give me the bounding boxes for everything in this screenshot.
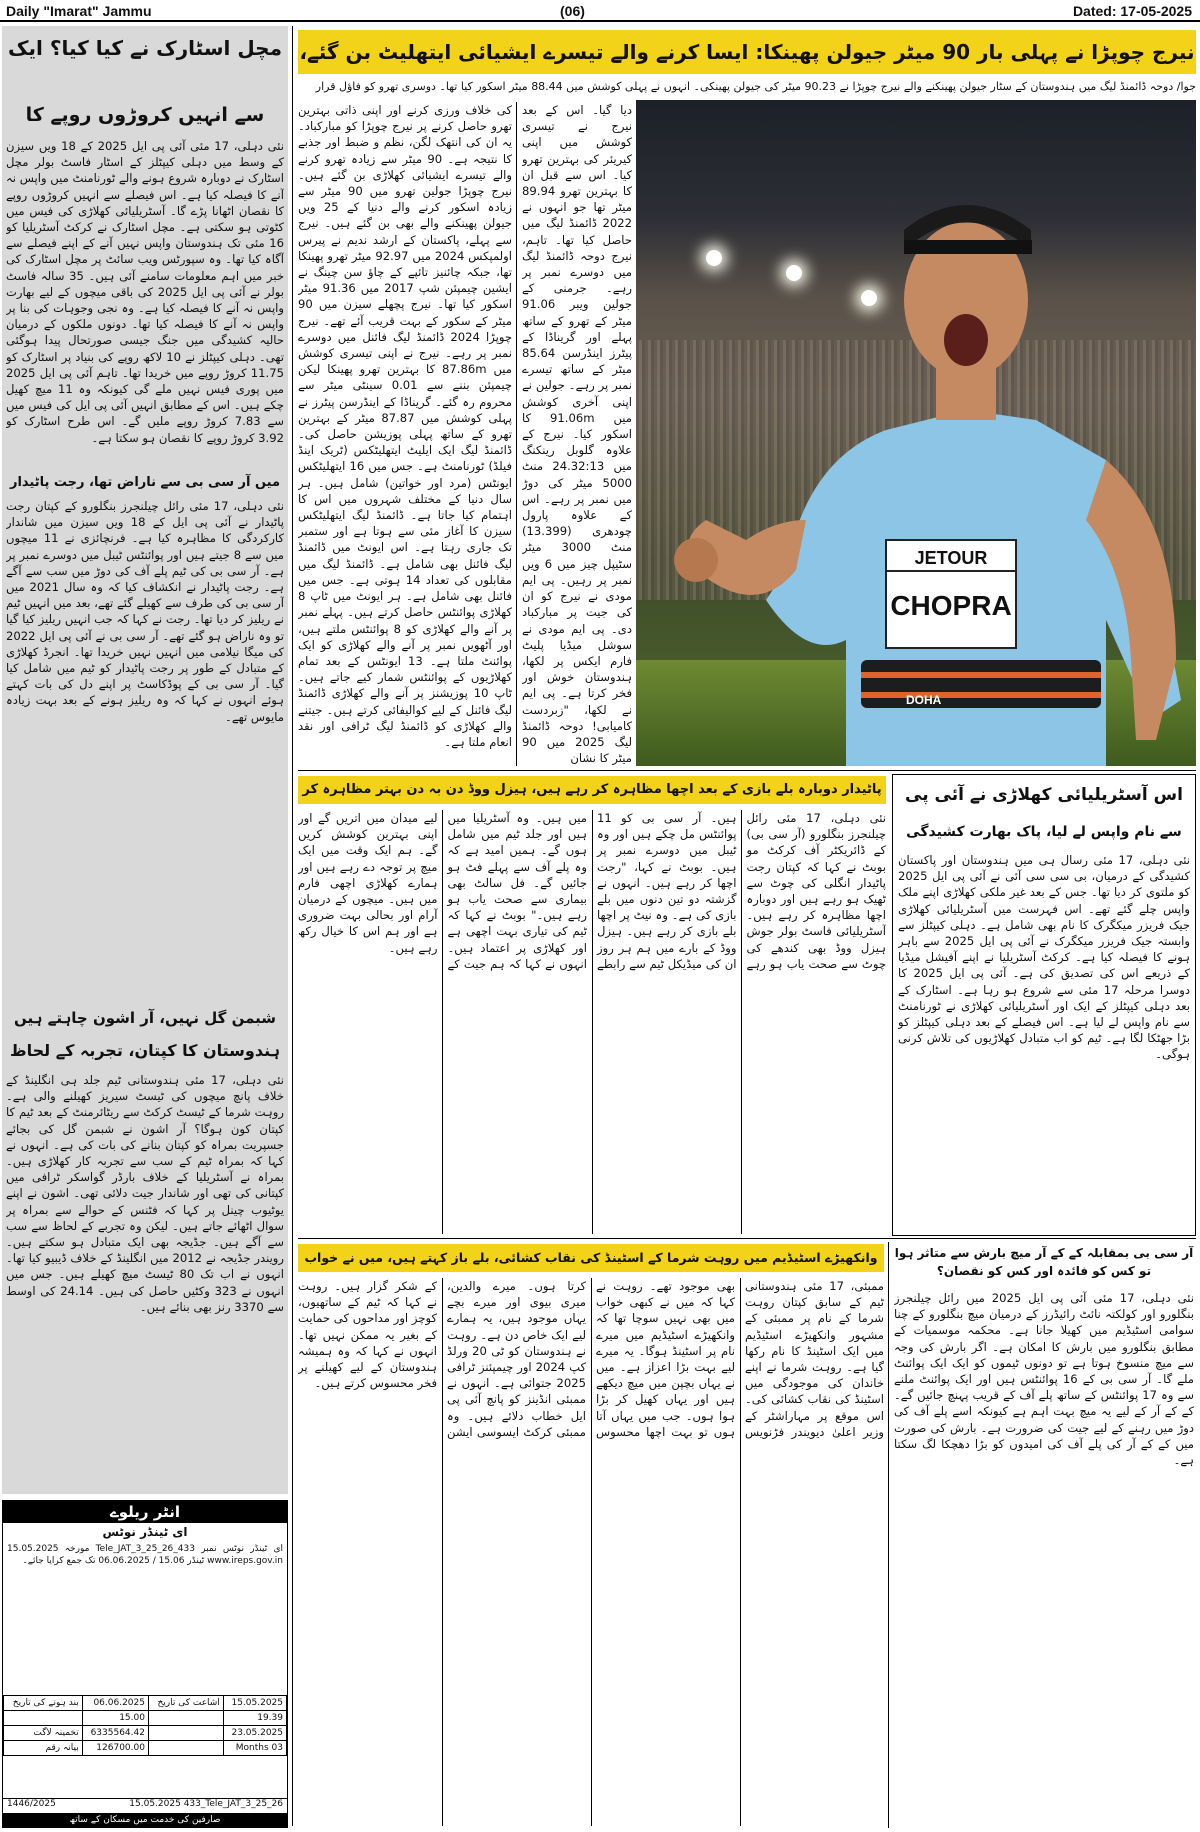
table-cell: 6335564.42 xyxy=(82,1726,148,1741)
table-row xyxy=(4,1696,287,1711)
bib-sponsor: JETOUR xyxy=(914,548,988,568)
tender-footer xyxy=(3,1798,287,1813)
bottom-story-headline: وانکھیڑے اسٹیڈیم میں روہت شرما کے اسٹینڈ کی نقاب کشائی، بلے باز کہتے ہیں، میں نے خواب xyxy=(298,1244,884,1272)
tender-title: انٹر ریلوے xyxy=(3,1501,287,1523)
table-cell: 126700.00 xyxy=(82,1741,148,1756)
right-sub-headline: آر سی بی بمقابلہ کے کے آر میچ بارش سے متاثر ہوا تو کس کو فائدہ اور کس کو نقصان؟ xyxy=(894,1246,1194,1278)
mid-story-headline: پاٹیدار دوبارہ بلے بازی کے بعد اچھا مظاہرہ کر رہے ہیں، ہیزل ووڈ دن بہ دن بہتر مظاہرہ کر xyxy=(298,776,886,804)
table-cell: 06.06.2025 xyxy=(82,1696,148,1711)
left-mid-headline-2: ہندوستان کا کپتان، تجربہ کے لحاظ xyxy=(9,1041,280,1060)
left-mid-headline-1: شبمن گل نہیں، آر اشون چاہتے ہیں xyxy=(13,1009,277,1027)
tender-footer-number: 1446/2025 xyxy=(7,1799,56,1809)
page-divider xyxy=(292,26,293,1826)
table-cell xyxy=(4,1711,83,1726)
page-number: (06) xyxy=(560,3,585,19)
section-rule xyxy=(298,1238,1196,1239)
left-top-body-2: نئی دہلی، 17 مئی رائل چیلنجرز بنگلورو کے کپتان رجت پاٹیدار نے آئی پی ایل کے 18 ویں سیزن میں شاندار کارکردگی کا مظاہرہ کیا ہے۔ فرنچائزی نے 11 میچوں میں سے 8 جیتے ہیں اور پوائنٹس ٹیبل میں دوسرے نمبر پر ہے۔ آر سی بی کی ٹیم پلے آف کی دوڑ میں سب سے آگے ہے۔ رجت پاٹیدار نے انکشاف کیا کہ وہ سال 2021 میں آر سی بی کی طرف سے کھیلے گئے تھے، بعد میں انہیں ٹیم نے ریلیز کر دیا تھا۔ رجت نے کہا کہ جب انہیں ریلیز کیا گیا تو وہ ناراض ہو گئے تھے۔ آر سی بی نے آئی پی ایل 2022 کی میگا نیلامی میں انہیں نہیں خریدا تھا۔ انجرڈ کھلاڑی کے متبادل کے طور پر رجت پاٹیدار کو ٹیم میں شامل کیا گیا۔ آر سی بی کے پوڈکاسٹ پر اپنے دل کی بات کہتے ہوئے انہوں نے کہا کہ وہ ریلیز ہونے کے بعد بہت زیادہ مایوس تھے۔ xyxy=(6,499,284,724)
column-rule xyxy=(888,1242,889,1828)
lead-column-1: دیا گیا۔ اس کے بعد نیرج نے تیسری کوشش میں اپنی کیریئر کی بہترین تھرو کیا۔ اس سے قبل ان کا بہترین تھرو 89.94 میٹر تھا جو انہوں نے 2022 ڈائمنڈ لیگ میں حاصل کیا تھا۔ تاہم، نیرج دوحہ ڈائمنڈ لیگ میں دوسرے نمبر پر رہے۔ جرمنی کے جولین ویبر 91.06 میٹر کے تھرو کے ساتھ پہلے اور گریناڈا کے پیٹرز اینڈرسن 85.64 میٹر کے ساتھ تیسرے نمبر پر رہے۔ جولین نے اپنی آخری کوشش میں 91.06m کا اسکور کیا۔ نیرج کے علاوہ گلوبل رینکنگ میں 24.32:13 منٹ 5000 میٹر کی دوڑ میں نمبر پر رہے۔ اس کے علاوہ پارول چودھری (13.399) منٹ 3000 میٹر سٹیپل چیز میں 6 ویں نمبر پر رہیں۔ پی ایم مودی نے نیرج کو ان کی جیت پر مبارکباد دی۔ پی ایم مودی نے سوشل میڈیا پلیٹ فارم ایکس پر لکھا، ہندوستان خوش اور فخر کرتا ہے۔ پی ایم نے لکھا، "زبردست کامیابی! دوحہ ڈائمنڈ لیگ 2025 میں 90 میٹر کا نشان xyxy=(522,103,632,766)
table-cell: 15.00 xyxy=(82,1711,148,1726)
right-story-headline-1: اس آسٹریلیائی کھلاڑی نے آئی پی xyxy=(905,785,1183,805)
section-rule xyxy=(298,770,1196,771)
issue-date: Dated: 17-05-2025 xyxy=(1072,3,1192,19)
mid-story-body: نئی دہلی، 17 مئی رائل چیلنجرز بنگلورو (آر سی بی) کے ڈائریکٹر آف کرکٹ مو بوبٹ نے کہا کہ کپتان رجت پاٹیدار انگلی کی چوٹ سے ٹھیک ہو رہے ہیں اور دوبارہ اچھا مظاہرہ کر رہے ہیں۔ آسٹریلیائی فاسٹ بولر جوش ہیزل ووڈ بھی کندھے کی چوٹ سے صحت یاب ہو رہے ہیں۔ آر سی بی کو 11 پوائنٹس مل چکے ہیں اور وہ ٹیبل میں دوسرے نمبر پر ہیں۔ بوبٹ نے کہا، "رجت اچھا کر رہے ہیں۔ انہوں نے گزشتہ دو تین دنوں میں بلے بازی کی ہے۔ وہ نیٹ پر اچھا بلے بازی کر رہے ہیں۔ ہیزل ووڈ کے بارے میں ہم ہر روز ان کی میڈیکل ٹیم سے رابطے میں ہیں۔ وہ آسٹریلیا میں ہیں اور جلد ٹیم میں شامل ہوں گے۔ ہمیں امید ہے کہ وہ پلے آف سے پہلے فٹ ہو جائیں گے۔ فل سالٹ بھی بیماری سے صحت یاب ہو رہے ہیں۔" بوبٹ نے کہا کہ ٹیم کی تیاری بہت اچھی ہے اور کھلاڑی پر اعتماد ہیں۔ انہوں نے کہا کہ ہم جیت کے لیے میدان میں اتریں گے اور اپنی بہترین کوشش کریں گے۔ ہم ایک وقت میں ایک میچ پر توجہ دے رہے ہیں اور ہمارے کھلاڑی اچھی فارم میں ہیں۔ میچوں کے درمیان آرام اور بحالی بہت ضروری ہے اور ہم اس کا خیال رکھ رہے ہیں۔ xyxy=(298,811,886,971)
table-cell xyxy=(148,1711,223,1726)
table-cell: 03 Months xyxy=(223,1741,286,1756)
tender-subtitle: ای ٹینڈر نوٹس xyxy=(102,1525,188,1539)
tender-body: ای ٹینڈر نوٹس نمبر 433_Tele_JAT_3_25_26 مورخہ 15.05.2025 www.ireps.gov.in ٹینڈر 15.06 / 06.06.2025 تک جمع کرایا جائے۔ xyxy=(7,1544,283,1566)
table-cell: 19.39 xyxy=(223,1711,286,1726)
left-top-headline-1: مچل اسٹارک نے کیا کیا؟ ایک xyxy=(8,36,282,60)
table-row xyxy=(4,1711,287,1726)
lead-headline: نیرج چوپڑا نے پہلی بار 90 میٹر جیولن پھینکا: ایسا کرنے والے تیسرے ایشیائی ایتھلیٹ بن گئے، xyxy=(298,30,1196,74)
bib-city: DOHA xyxy=(906,693,942,707)
left-top-body: نئی دہلی، 17 مئی آئی پی ایل 2025 کے 18 ویں سیزن کے وسط میں دہلی کیپٹلز کے اسٹار فاسٹ بولر مچل اسٹارک نے دوبارہ شروع ہونے والے ٹورنامنٹ میں واپس نہ آنے کا فیصلہ کیا ہے۔ اس فیصلے سے انہیں کروڑوں روپے کا نقصان اٹھانا پڑے گا۔ آسٹریلیائی کھلاڑی کی فیس میں کٹوتی ہو سکتی ہے۔ مچل اسٹارک نے کرکٹ آسٹریلیا کو 16 مئی تک ہندوستان واپس نہیں آنے کے اپنے فیصلے سے آگاہ کیا تھا۔ وہ سپورٹس ویب سائٹ پر مچل اسٹارک کی خبر میں اہم معلومات سامنے آئی ہیں۔ 35 سالہ فاسٹ بولر نے آئی پی ایل 2025 کی باقی میچوں کے لیے بھارت واپس نہ آنے کا فیصلہ کیا ہے۔ وہ نجی وجوہات کی بنا پر واپس نہ آنے کا فیصلہ کیا تھا۔ دونوں ملکوں کے درمیان حالیہ کشیدگی میں جنگ جیسی صورتحال پیدا ہوگئی تھی۔ دہلی کیپٹلز نے 10 لاکھ روپے کی بنیاد پر اسٹارک کو 11.75 کروڑ روپے میں خریدا تھا۔ تاہم آئی پی ایل 2025 میں پوری فیس نہیں ملے گی کیونکہ وہ 11 میچ کھیل چکے ہیں۔ اس کے مطابق انہیں آئی پی ایل کی فیس میں سے 7.83 کروڑ روپے ملیں گے۔ اس طرح اسٹارک کو 3.92 کروڑ روپے کا نقصان ہو سکتا ہے۔ xyxy=(6,139,284,445)
right-story-body: نئی دہلی، 17 مئی رسال ہی میں ہندوستان اور پاکستان کشیدگی کے درمیان، بی سی سی آئی نے آئی پی ایل 2025 کو ملتوی کر دیا تھا۔ جس کے بعد غیر ملکی کھلاڑی اپنے ملک واپس چلے گئے تھے۔ اس فہرست میں آسٹریلیائی کھلاڑی جیک فریزر میکگرک کا نام بھی شامل ہے۔ دہلی کیپٹلز سے وابستہ جیک فریزر میکگرک نے آئی پی ایل 2025 سے باہر ہونے کا فیصلہ کیا ہے۔ کرکٹ آسٹریلیا نے اپنے آفیشل میڈیا کے ذریعے اس کی تصدیق کی ہے۔ آئی پی ایل 2025 کا دوسرا مرحلہ 17 مئی سے شروع ہو رہا ہے۔ اسٹارک کے بعد دہلی کیپٹلز کے ایک اور آسٹریلیائی کھلاڑی نے ٹورنامنٹ سے نام واپس لے لیا ہے۔ اس فیصلے کے بعد دہلی کیپٹلز کو بڑا جھٹکا لگا ہے۔ ٹیم کو اب متبادل کھلاڑیوں کی تلاش کرنی ہوگی۔ xyxy=(898,853,1190,1062)
athlete-figure xyxy=(636,100,1196,766)
right-sub-body: نئی دہلی، 17 مئی آئی پی ایل 2025 میں رائل چیلنجرز بنگلورو اور کولکتہ نائٹ رائیڈرز کے درمیان میچ بنگلورو کے چنا سوامی اسٹیڈیم میں کھیلا جانا ہے۔ محکمہ موسمیات کے مطابق بنگلورو میں بارش کا امکان ہے۔ اگر بارش کی وجہ سے میچ منسوخ ہوتا ہے تو دونوں ٹیموں کو ایک ایک پوائنٹ ملے گا۔ آر سی بی کے 16 پوائنٹس ہیں اور ایک پوائنٹ ملنے سے وہ 17 پوائنٹس کے ساتھ پلے آف کے قریب پہنچ جائیں گے۔ کے کے آر کے لیے یہ میچ بہت اہم ہے کیونکہ اسے پلے آف کی دوڑ میں رہنے کے لیے جیت کی ضرورت ہے۔ بارش کی صورت میں کے کے آر کی پلے آف کی امیدوں کو بڑا دھچکا لگ سکتا ہے۔ xyxy=(894,1291,1194,1468)
bottom-story-body: ممبئی، 17 مئی ہندوستانی ٹیم کے سابق کپتان روہت شرما کے نام پر ممبئی کے مشہور وانکھیڑے اسٹیڈیم میں ایک اسٹینڈ کا نام رکھا گیا ہے۔ روہت شرما نے اپنے خاندان کی موجودگی میں اسٹینڈ کی نقاب کشائی کی۔ اس موقع پر مہاراشٹر کے وزیر اعلیٰ دیویندر فڑنویس بھی موجود تھے۔ روہت نے کہا کہ میں نے کبھی خواب میں بھی نہیں سوچا تھا کہ وانکھیڑے اسٹیڈیم میں میرے نام پر اسٹینڈ ہوگا۔ یہ میرے لیے بہت بڑا اعزاز ہے۔ میں نے یہاں بچپن میں میچ دیکھے ہیں اور یہاں کھیل کر بڑا ہوا ہوں۔ جب میں یہاں آتا ہوں تو بہت اچھا محسوس کرتا ہوں۔ میرے والدین، میری بیوی اور میرے بچے یہاں موجود ہیں، یہ ہمارے لیے ایک خاص دن ہے۔ روہت نے ہندوستان کو ٹی 20 ورلڈ کپ 2024 اور چیمپئنز ٹرافی 2025 جتوائی ہے۔ انہوں نے ممبئی انڈینز کو پانچ آئی پی ایل خطاب دلائے ہیں۔ وہ ممبئی کرکٹ ایسوسی ایشن کے شکر گزار ہیں۔ روہت نے کہا کہ ٹیم کے ساتھیوں، کوچز اور مداحوں کی حمایت کے بغیر یہ ممکن نہیں تھا۔ انہوں نے کہا کہ وہ ہمیشہ ہندوستان کے لیے کھیلنے پر فخر محسوس کرتے ہیں۔ xyxy=(298,1279,884,1439)
left-top-subhead: میں آر سی بی سے ناراض تھا، رجت پاٹیدار xyxy=(9,475,281,490)
table-cell: بیانہ رقم xyxy=(4,1741,83,1756)
lead-column-2: کی خلاف ورزی کرنے اور اپنی ذاتی بہترین تھرو حاصل کرنے پر نیرج چوپڑا کو مبارکباد۔ یہ ان کی انتھک لگن، نظم و ضبط اور جذبے کا نتیجہ ہے۔ 90 میٹر سے زیادہ تھرو کرنے والے تیسرے ایشیائی کھلاڑی بن گئے ہیں۔ نیرج چوپڑا جولین تھرو میں 90 میٹر سے زیادہ اسکور کرنے والے دنیا کے 25 ویں جیولن پھینکنے والے بھی بن گئے ہیں۔ نیرج سے پہلے، پاکستان کے ارشد ندیم نے پیرس اولمپکس 2024 میں 92.97 میٹر تھرو پھینکا تھا، جبکہ چائنیز تائپے کے چاؤ سن چینگ نے ایشین چیمپئن شپ 2017 میں 91.36 میٹر اسکور کیا تھا۔ نیرج پچھلے سیزن میں 90 میٹر کے سکور کے بہت قریب آئے تھے۔ نیرج چوپڑا 2024 ڈائمنڈ لیگ فائنل میں دوسرے نمبر پر رہے۔ نیرج نے اپنی تیسری کوشش میں 87.86m کا بہترین تھرو پھینکا لیکن چیمپئن بننے سے 0.01 سینٹی میٹر سے محروم رہ گئے۔ گریناڈا کے اینڈرسن پیٹرز نے پہلی کوشش میں 87.87 میٹر کے بہترین تھرو کے ساتھ پہلی پوزیشن حاصل کی۔ ڈائمنڈ لیگ ایک ایلیٹ ایتھلیٹکس (ٹریک اینڈ فیلڈ) ٹورنامنٹ ہے۔ جس میں 16 ایتھلیٹکس ایونٹس (مرد اور خواتین) شامل ہیں۔ ہر سال دنیا کے مختلف شہروں میں اس کا اہتمام کیا جاتا ہے۔ ڈائمنڈ لیگ ایتھلیٹکس سیزن کا آغاز مئی سے ہوتا ہے اور ستمبر تک جاری رہتا ہے۔ اس ایونٹ میں ڈائمنڈ لیگ فائنل بھی شامل ہے۔ ڈائمنڈ لیگ میں مقابلوں کی تعداد 14 ہوتی ہے۔ جس میں فائنل بھی شامل ہے۔ ہر ایونٹ میں ٹاپ 8 کھلاڑی پوائنٹس حاصل کرتے ہیں۔ پہلے نمبر پر آنے والے کھلاڑی کو 8 پوائنٹس ملتے ہیں، اور آٹھویں نمبر پر آنے والے کھلاڑی کو ایک پوائنٹ ملتا ہے۔ 13 ایونٹس کے بعد تمام کھلاڑیوں کے پوائنٹس شمار کیے جاتے ہیں۔ ٹاپ 10 پوزیشنز پر آنے والے کھلاڑی ڈائمنڈ لیگ فائنل کے لیے کوالیفائی کرتے ہیں۔ جیتنے والے کھلاڑی کو ڈائمنڈ لیگ ٹرافی اور نقد انعام ملتا ہے۔ xyxy=(298,103,512,749)
table-cell: بند ہونے کی تاریخ xyxy=(4,1696,83,1711)
lead-subline: جوا/ دوحہ ڈائمنڈ لیگ میں ہندوستان کے سٹار جیولن پھینکنے والے نیرج چوپڑا نے 90.23 میٹر کی جیولن پھینکی۔ انہوں نے پہلی کوشش میں 88.44 میٹر اسکور کیا تھا۔ دوسری تھرو کو فاؤل قرار xyxy=(315,80,1196,93)
table-cell: اشاعت کی تاریخ xyxy=(148,1696,223,1711)
table-row xyxy=(4,1726,287,1741)
right-story-headline-2: سے نام واپس لے لیا، پاک بھارت کشیدگی xyxy=(906,824,1182,840)
table-cell xyxy=(148,1741,223,1756)
table-cell xyxy=(148,1726,223,1741)
bib-name: CHOPRA xyxy=(890,590,1012,621)
column-rule xyxy=(516,102,517,766)
table-cell: 23.05.2025 xyxy=(223,1726,286,1741)
table-cell: تخمینہ لاگت xyxy=(4,1726,83,1741)
table-cell: 15.05.2025 xyxy=(223,1696,286,1711)
masthead xyxy=(0,0,1200,22)
paper-name: Daily "Imarat" Jammu xyxy=(6,3,152,19)
table-row xyxy=(4,1741,287,1756)
tender-tagline: صارفین کی خدمت میں مسکان کے ساتھ xyxy=(3,1813,287,1827)
left-mid-body: نئی دہلی، 17 مئی ہندوستانی ٹیم جلد ہی انگلینڈ کے خلاف پانچ میچوں کی ٹیسٹ سیریز کھیلنے والی ہے۔ روہت شرما کے ٹیسٹ کرکٹ سے ریٹائرمنٹ کے بعد ٹیم کا کپتان کون ہوگا؟ آر اشون نے شبمن گل کی بجائے جسپریت بمراہ کو کپتان بنانے کی بات کی ہے۔ انہوں نے کہا کہ بمراہ ٹیم کے سب سے تجربہ کار کھلاڑی ہیں۔ بمراہ نے آسٹریلیا کے خلاف بارڈر گواسکر ٹرافی میں کپتانی کی تھی اور شاندار جیت دلائی تھی۔ اشون نے اپنے یوٹیوب چینل پر کہا کہ فٹنس کے حوالے سے بمراہ پر سوال اٹھائے جاتے ہیں۔ لیکن وہ تجربے کے لحاظ سے سب سے آگے ہیں۔ جڈیجہ بھی ایک متبادل ہو سکتے ہیں۔ رویندر جڈیجہ نے 2012 میں انگلینڈ کے خلاف ڈیبیو کیا تھا۔ انہوں نے اب تک 80 ٹیسٹ میچ کھیلے ہیں۔ جس میں انہوں نے 323 وکٹیں حاصل کی ہیں۔ 24.14 کی اوسط سے 3370 رنز بھی بنائے ہیں۔ xyxy=(6,1073,284,1314)
athlete-photo xyxy=(636,100,1196,766)
left-top-headline-2: سے انہیں کروڑوں روپے کا xyxy=(25,104,265,126)
tender-notice xyxy=(2,1500,288,1828)
tender-footer-ref: 15.05.2025 433_Tele_JAT_3_25_26 xyxy=(129,1799,283,1809)
tender-table xyxy=(3,1695,287,1756)
